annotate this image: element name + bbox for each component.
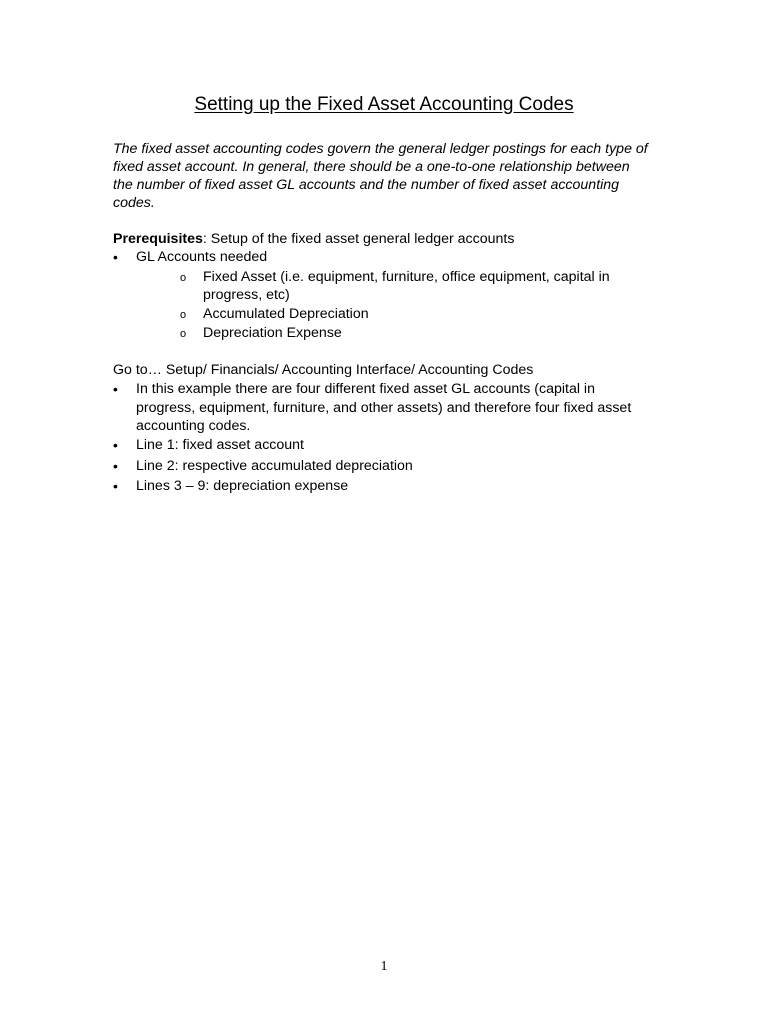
list-item xyxy=(113,380,653,434)
list-item xyxy=(113,248,653,266)
list-item-text: GL Accounts needed xyxy=(136,249,268,265)
list-item xyxy=(113,477,653,495)
list-item-text: Line 1: fixed asset account xyxy=(136,437,304,453)
sub-bullet-icon: o xyxy=(180,309,187,321)
sub-bullet-icon: o xyxy=(180,328,187,340)
sub-list-item-text: Accumulated Depreciation xyxy=(203,306,369,322)
prerequisites-text: : Setup of the fixed asset general ledger accounts xyxy=(202,231,515,247)
sub-bullet-icon: o xyxy=(180,272,187,284)
sub-list-item xyxy=(180,268,650,304)
sub-list-item xyxy=(180,324,650,342)
list-item-text: In this example there are four different fixed asset GL accounts (capital in progress, equipment, furniture, and other assets) and therefore four fixed asset accounting codes. xyxy=(136,381,632,434)
bullet-icon: • xyxy=(113,249,118,265)
intro-paragraph: The fixed asset accounting codes govern the general ledger postings for each type of fixed asset account. In general, there should be a one-to-one relationship between the number of fixed asset GL accounts and the number of fixed asset accounting codes. xyxy=(113,141,648,211)
sub-list-item-text: Depreciation Expense xyxy=(203,325,342,341)
page-number: 1 xyxy=(380,959,388,974)
prerequisites-label: Prerequisites xyxy=(113,231,203,247)
sub-list-item-text: Fixed Asset (i.e. equipment, furniture, office equipment, capital in progress, etc) xyxy=(203,269,610,303)
sub-list-item xyxy=(180,305,650,323)
list-item-text: Line 2: respective accumulated depreciation xyxy=(136,458,413,474)
bullet-icon: • xyxy=(113,478,118,494)
bullet-icon: • xyxy=(113,381,118,397)
page-title: Setting up the Fixed Asset Accounting Codes xyxy=(194,94,574,115)
bullet-icon: • xyxy=(113,458,118,474)
navigation-path: Go to… Setup/ Financials/ Accounting Interface/ Accounting Codes xyxy=(113,362,534,378)
list-item xyxy=(113,436,653,454)
list-item-text: Lines 3 – 9: depreciation expense xyxy=(136,478,349,494)
list-item xyxy=(113,457,653,475)
bullet-icon: • xyxy=(113,437,118,453)
prerequisites-line xyxy=(113,230,514,248)
